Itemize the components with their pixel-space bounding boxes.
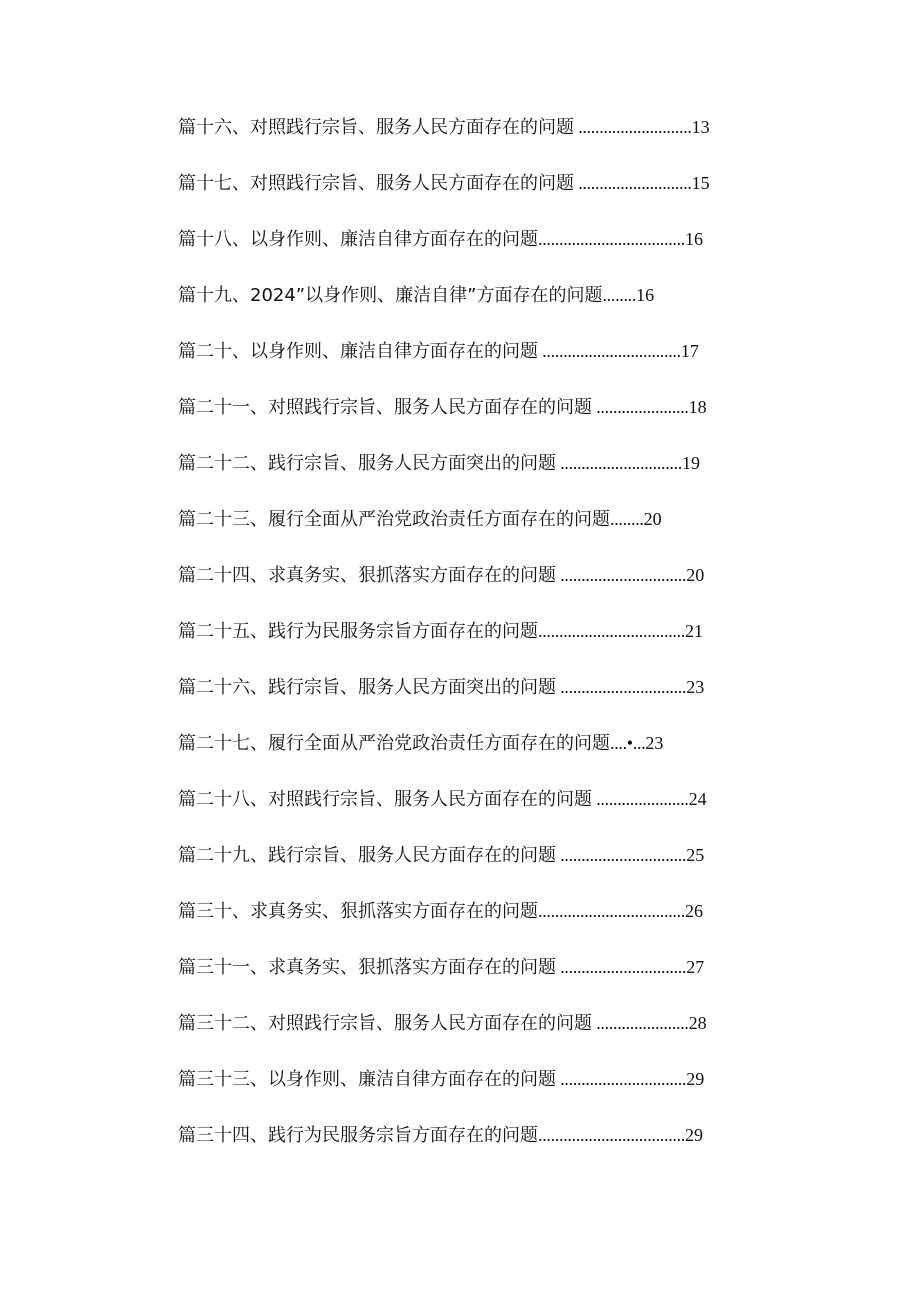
toc-entry-leader: ............................. [556,453,683,473]
toc-entry-leader: .............................. [556,1069,687,1089]
toc-entry-leader: .............................. [556,957,687,977]
toc-entry-leader: ....•... [610,733,646,753]
toc-entry-leader: ........................... [574,173,692,193]
toc-entry[interactable] [178,840,704,870]
toc-entry-title: 篇三十三、以身作则、廉洁自律方面存在的问题 [178,1069,556,1090]
toc-entry-leader: ........ [602,285,637,305]
toc-entry[interactable] [178,392,707,422]
toc-entry-leader: ........ [610,509,644,529]
toc-entry-page-number: 20 [686,565,705,585]
toc-entry-title: 篇二十六、践行宗旨、服务人民方面突出的问题 [178,677,556,698]
toc-entry-leader: .............................. [556,565,687,585]
toc-entry-leader: ........................... [574,117,692,137]
toc-entry-title: 篇十六、对照践行宗旨、服务人民方面存在的问题 [178,117,574,138]
toc-entry-page-number: 23 [686,677,705,697]
toc-entry-leader: .............................. [556,845,687,865]
toc-entry-page-number: 29 [685,1125,704,1145]
toc-entry[interactable] [178,336,699,366]
toc-entry-title: 篇二十八、对照践行宗旨、服务人民方面存在的问题 [178,789,592,810]
toc-entry[interactable] [178,224,703,254]
toc-entry-title: 篇二十七、履行全面从严治党政治责任方面存在的问题 [178,733,610,754]
toc-entry-leader: ...................... [592,1013,689,1033]
toc-entry-page-number: 28 [688,1013,707,1033]
toc-entry[interactable] [178,112,710,142]
toc-entry-leader: ...................... [592,789,689,809]
toc-entry-page-number: 16 [685,229,704,249]
toc-entry-title: 篇三十、求真务实、狠抓落实方面存在的问题 [178,901,538,922]
toc-entry-page-number: 23 [645,733,664,753]
toc-entry-title: 篇三十四、践行为民服务宗旨方面存在的问题 [178,1125,538,1146]
toc-entry-leader: .............................. [556,677,687,697]
toc-entry-page-number: 24 [688,789,707,809]
toc-entry-title: 篇十九、2024”以身作则、廉洁自律”方面存在的问题 [178,285,603,306]
toc-entry[interactable] [178,672,704,702]
toc-entry-title: 篇二十五、践行为民服务宗旨方面存在的问题 [178,621,538,642]
toc-entry-page-number: 16 [636,285,655,305]
toc-entry[interactable] [178,1008,707,1038]
toc-entry-page-number: 18 [688,397,707,417]
toc-entry-title: 篇二十二、践行宗旨、服务人民方面突出的问题 [178,453,556,474]
toc-entry-page-number: 17 [680,341,699,361]
toc-entry-leader: ................................... [538,621,686,641]
toc-entry[interactable] [178,1064,704,1094]
toc-entry-page-number: 29 [686,1069,705,1089]
toc-entry-title: 篇二十三、履行全面从严治党政治责任方面存在的问题 [178,509,610,530]
toc-entry-leader: ...................... [592,397,689,417]
toc-entry-title: 篇二十、以身作则、廉洁自律方面存在的问题 [178,341,538,362]
toc-entry-title: 篇十七、对照践行宗旨、服务人民方面存在的问题 [178,173,574,194]
toc-entry[interactable] [178,784,707,814]
toc-entry-leader: ................................. [538,341,681,361]
toc-entry-title: 篇三十一、求真务实、狠抓落实方面存在的问题 [178,957,556,978]
toc-entry-page-number: 20 [643,509,662,529]
toc-entry-page-number: 25 [686,845,705,865]
toc-entry-title: 篇二十一、对照践行宗旨、服务人民方面存在的问题 [178,397,592,418]
toc-entry-leader: ................................... [538,229,686,249]
toc-entry-title: 篇二十九、践行宗旨、服务人民方面存在的问题 [178,845,556,866]
toc-entry[interactable] [178,1120,703,1150]
toc-entry[interactable] [178,560,704,590]
toc-entry[interactable] [178,168,710,198]
toc-entry-page-number: 19 [682,453,701,473]
toc-entry[interactable] [178,448,700,478]
toc-entry-title: 篇三十二、对照践行宗旨、服务人民方面存在的问题 [178,1013,592,1034]
toc-entry-leader: ................................... [538,1125,686,1145]
toc-entry[interactable] [178,952,704,982]
toc-entry[interactable] [178,280,654,310]
toc-entry-leader: ................................... [538,901,686,921]
toc-entry[interactable] [178,504,662,534]
toc-entry-page-number: 26 [685,901,704,921]
toc-entry-page-number: 15 [691,173,710,193]
toc-entry[interactable] [178,616,703,646]
toc-entry-page-number: 13 [691,117,710,137]
toc-entry-title: 篇二十四、求真务实、狠抓落实方面存在的问题 [178,565,556,586]
toc-entry[interactable] [178,728,663,758]
toc-entry-page-number: 27 [686,957,705,977]
toc-entry[interactable] [178,896,703,926]
toc-entry-title: 篇十八、以身作则、廉洁自律方面存在的问题 [178,229,538,250]
toc-entry-page-number: 21 [685,621,704,641]
